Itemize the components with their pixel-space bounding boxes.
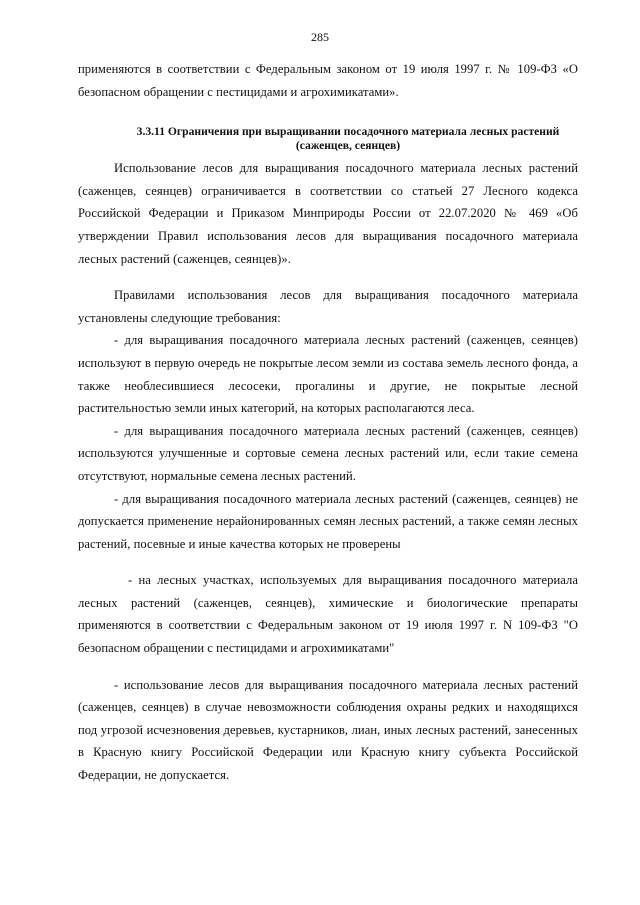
list-item-rare-plants: - использование лесов для выращивания посадочного материала лесных растений (саженцев, сеянцев) в случае невозможности соблюдения охраны редких и находящихся под угрозой исчезновения деревьев, кустарников, лиан, иных лесных растений, занесенных в Красную книгу Российской Федерации или Красную книгу субъекта Российской Федерации, не допускается. [78, 677, 578, 783]
paragraph-requirements-intro: Правилами использования лесов для выращивания посадочного материала установлены следующие требования: [78, 288, 578, 325]
list-item-chemicals: - на лесных участках, используемых для выращивания посадочного материала лесных растений (саженцев, сеянцев), химические и биологические препараты применяются в соответствии с Федеральным законом от 19 июля 1997 г. N 109-ФЗ "О безопасном обращении с пестицидами и агрохимикатами" [78, 573, 578, 656]
paragraph-restriction-basis: Использование лесов для выращивания посадочного материала лесных растений (саженцев, сеянцев) ограничивается в соответствии со статьей 27 Лесного кодекса Российской Федерации и Приказом Минприроды России от 22.07.2020 № 469 «Об утверждении Правил использования лесов для выращивания посадочного материала лесных растений (саженцев, сеянцев)». [78, 161, 578, 266]
section-heading-line2: (саженцев, сеянцев) [295, 139, 401, 153]
page-content [78, 58, 578, 787]
page-number: 285 [311, 30, 329, 44]
list-item-unzoned-seeds: - для выращивания посадочного материала лесных растений (саженцев, сеянцев) не допускается применение нерайонированных семян лесных растений, а также семян лесных растений, посевные и иные качества которых не проверены [78, 491, 578, 551]
intro-paragraph: применяются в соответствии с Федеральным законом от 19 июля 1997 г. № 109-ФЗ «О безопасном обращении с пестицидами и агрохимикатами». [78, 62, 578, 99]
section-heading [118, 125, 578, 153]
list-item-land-use: - для выращивания посадочного материала лесных растений (саженцев, сеянцев) используют в первую очередь не покрытые лесом земли из состава земель лесного фонда, а также необлесившиеся лесосеки, прогалины и другие, не покрытые лесной растительностью земли иных категорий, на которых располагаются леса. [78, 333, 578, 416]
list-item-seeds: - для выращивания посадочного материала лесных растений (саженцев, сеянцев) используются улучшенные и сортовые семена лесных растений или, если такие семена отсутствуют, нормальные семена лесных растений. [78, 423, 578, 483]
section-heading-line1: 3.3.11 Ограничения при выращивании посадочного материала лесных растений [136, 125, 560, 139]
